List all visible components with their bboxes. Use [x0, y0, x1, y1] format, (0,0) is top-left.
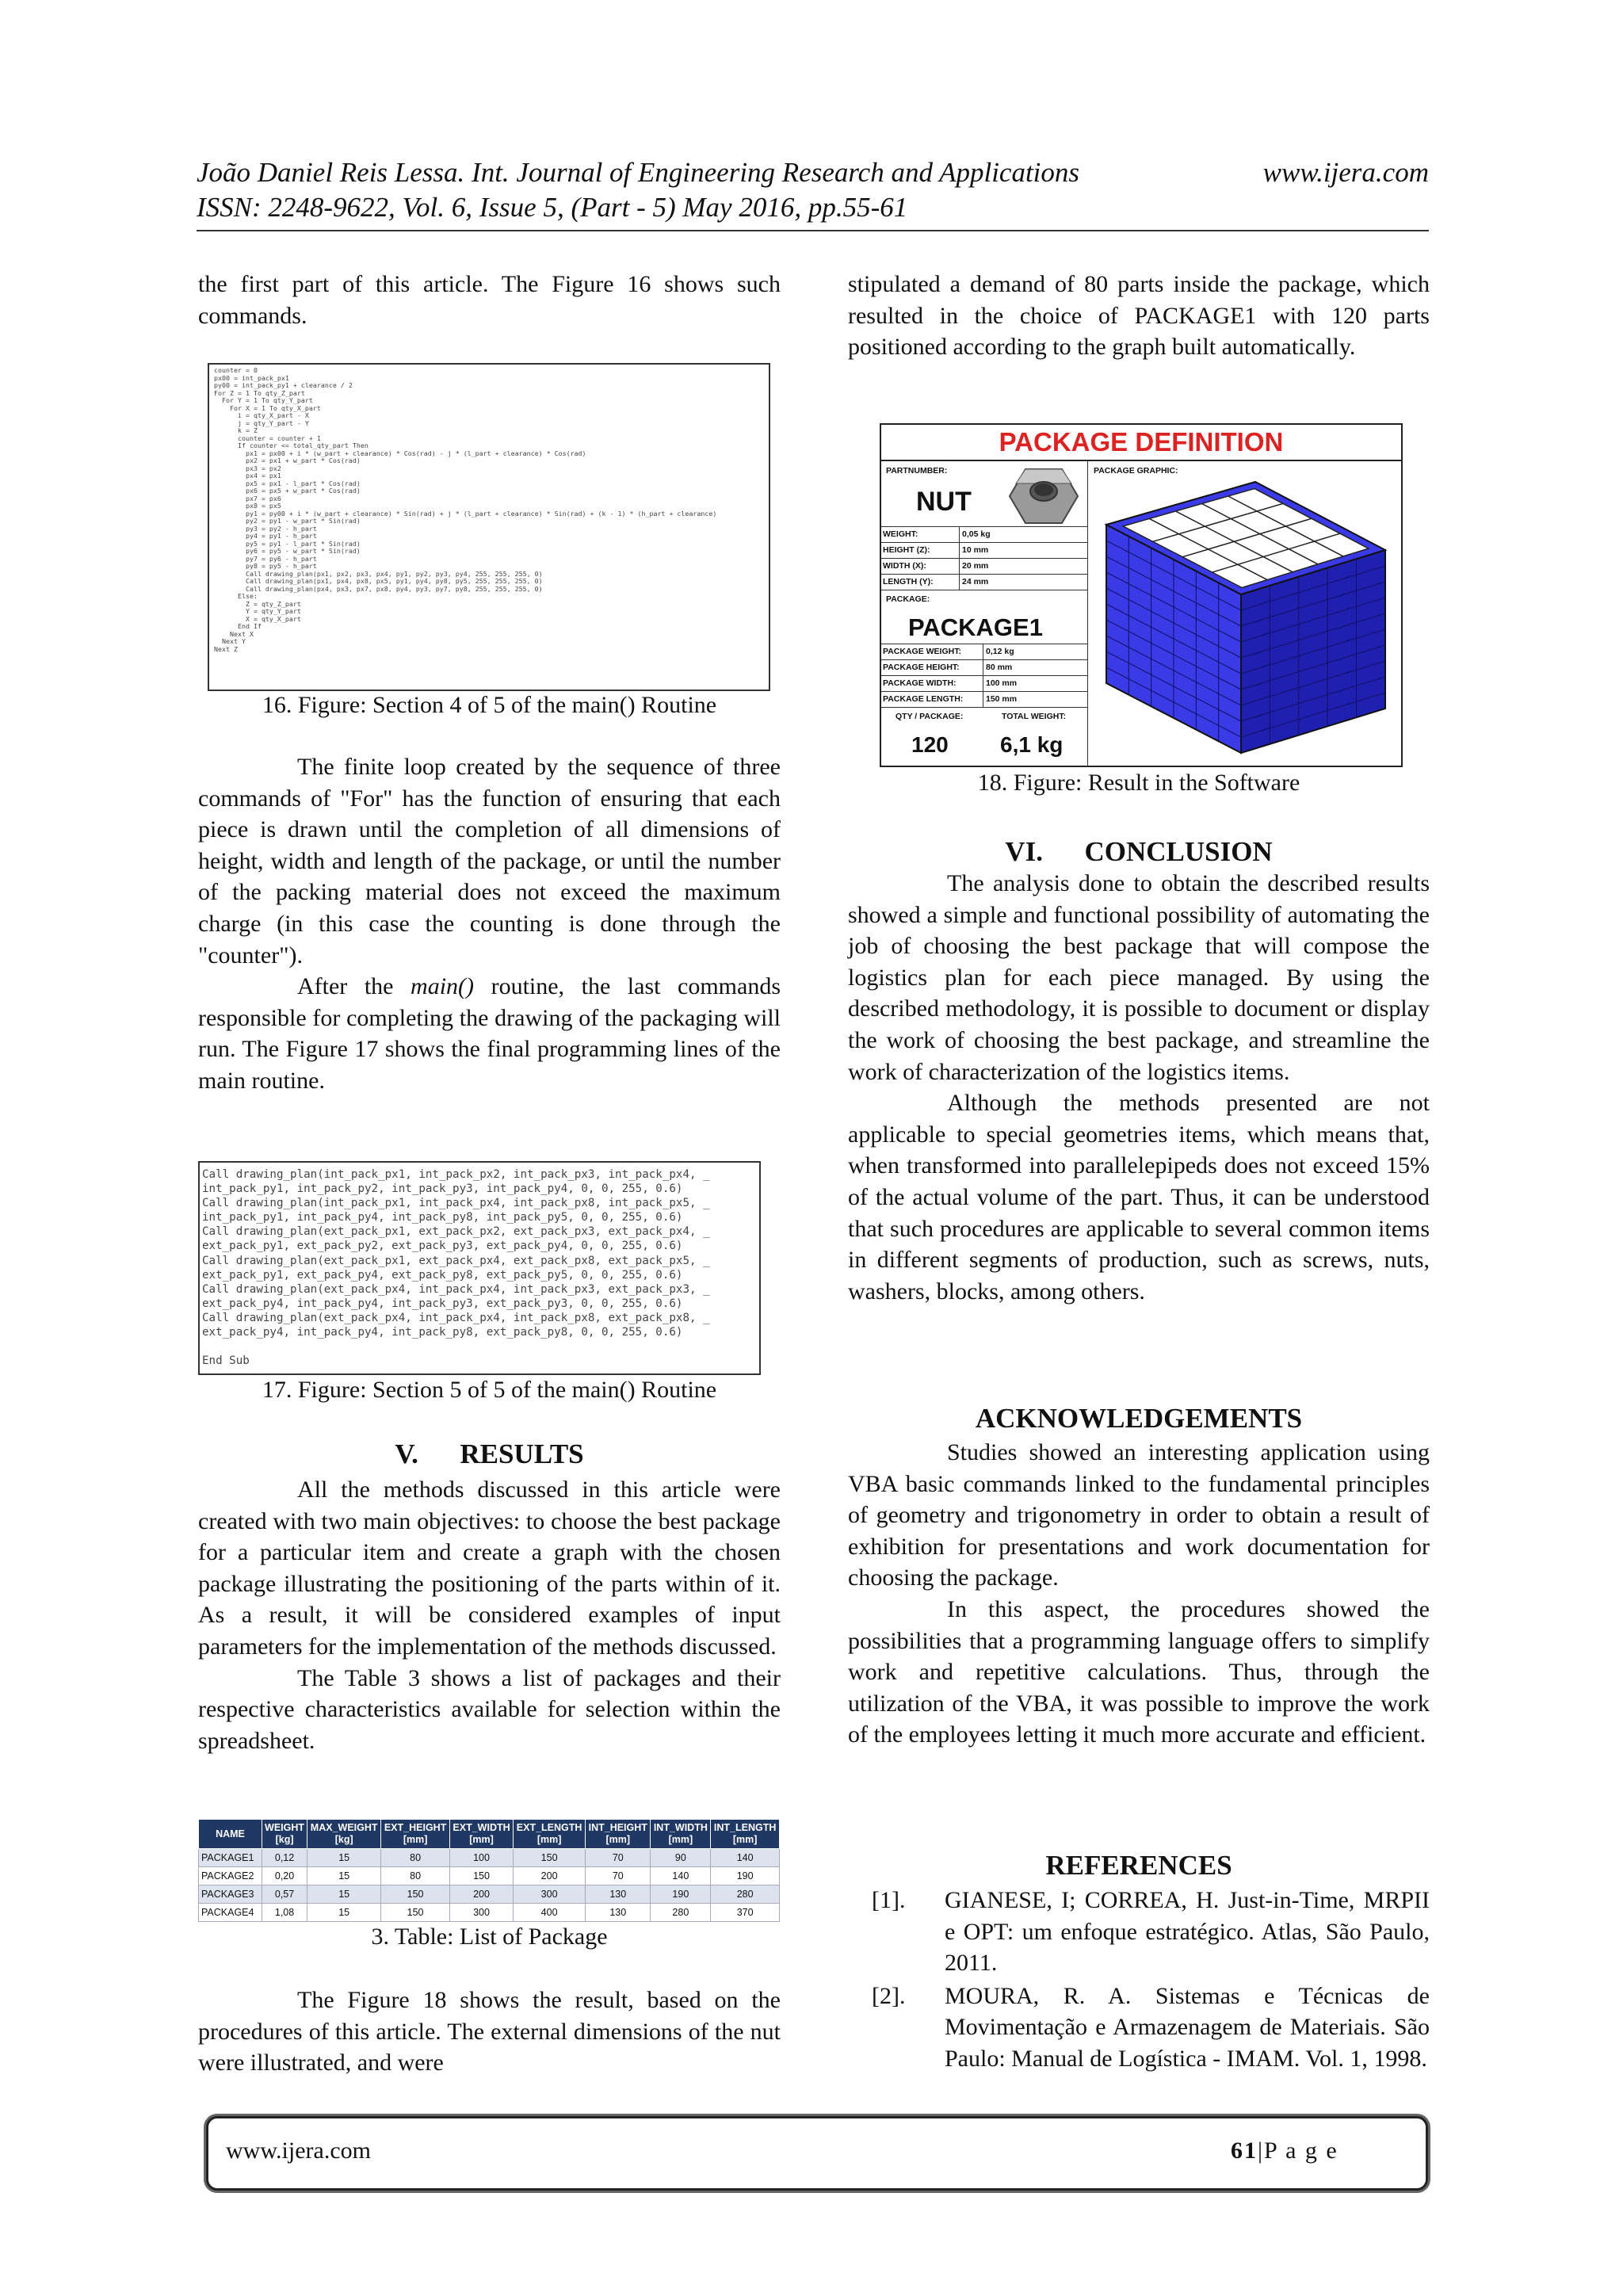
cell: 140 [711, 1849, 780, 1867]
figure-17-code [198, 1161, 761, 1375]
section-title-conclusion: VI. CONCLUSION [1005, 836, 1273, 867]
section-title-references: REFERENCES [1045, 1850, 1232, 1881]
cell: PACKAGE4 [199, 1904, 262, 1922]
cell: PACKAGE2 [199, 1867, 262, 1885]
cell: 200 [449, 1885, 513, 1904]
col-header: WEIGHT [kg] [262, 1820, 307, 1849]
paragraph: The Figure 18 shows the result, based on the procedures of this article. The external dimensions of the nut were illustrated, and were [198, 1987, 781, 2076]
cell: 80 [381, 1849, 450, 1867]
paragraph: The Table 3 shows a list of packages and their respective characteristics available for selection within the spreadsheet. [198, 1664, 781, 1754]
qty-label: QTY / PACKAGE: [896, 712, 964, 721]
width-value: 20 mm [962, 561, 989, 571]
header-issn: ISSN: 2248-9622, Vol. 6, Issue 5, (Part - 5) May 2016, pp.55-61 [197, 192, 908, 223]
cell: 300 [514, 1885, 586, 1904]
col-header: INT_WIDTH [mm] [651, 1820, 711, 1849]
total-weight-label: TOTAL WEIGHT: [1002, 712, 1067, 721]
conclusion-text [848, 868, 1430, 1307]
weight-label: WEIGHT: [883, 529, 918, 539]
paragraph: In this aspect, the procedures showed the possibilities that a programming language offers to simplify work and repetitive calculations. Thus, through the utilization of the VBA, it was possible to improve the work of the employees letting it much more accurate and efficient. [848, 1595, 1430, 1748]
cell: 100 [449, 1849, 513, 1867]
col-header: EXT_HEIGHT [mm] [381, 1820, 450, 1849]
cell: 0,57 [262, 1885, 307, 1904]
nut-icon [1008, 464, 1079, 528]
package-label: PACKAGE: [886, 594, 930, 604]
col-header: INT_HEIGHT [mm] [586, 1820, 651, 1849]
acknowledgements-text [848, 1437, 1430, 1751]
paragraph: After the main() routine, the last commands responsible for completing the drawing of the packaging will run. The Figure 17 shows the final programming lines of the main routine. [198, 973, 781, 1094]
reference-text: MOURA, R. A. Sistemas e Técnicas de Movimentação e Armazenagem de Materiais. São Paulo: Manual de Logística - IMAM. Vol. 1, 1998. [945, 1982, 1430, 2072]
code-listing: counter = 0 px00 = int_pack_px1 py00 = int_pack_py1 + clearance / 2 For Z = 1 To qty_Z_part For Y = 1 To qty_Y_part For X = 1 To qty_X_part i = qty_X_part - X j = qty_Y_part - Y k = Z counter = counter + 1 If counter <= total_qty_part Then px1 = px00 + i * (w_part + clearance) * Cos(rad) - j * (l_part + clearance) * Cos(rad) px2 = px1 + w_part * Cos(rad) px3 = px2 px4 = px1 px5 = px1 - l_part * Cos(rad) px6 = px5 + w_part * Cos(rad) px7 = px6 px8 = px5 py1 = py00 + i * (w_part + clearance) * Sin(rad) + j * (l_part + clearance) * Sin(rad) + (k - 1) * (h_part + clearance) py2 = py1 - w_part * Sin(rad) py3 = py2 - h_part py4 = py1 - h_part py5 = py1 - l_part * Sin(rad) py6 = py5 - w_part * Sin(rad) py7 = py6 - h_part py8 = py5 - h_part Call drawing_plan(px1, px2, px3, px4, py1, py2, py3, py4, 255, 255, 255, 0) Call drawing_plan(px1, px4, px8, px5, py1, py4, py8, py5, 255, 255, 255, 0) Call drawing_plan(px4, px3, px7, px8, py4, py3, py7, py8, 255, 255, 255, 0) Else: Z = qty_Z_part Y = qty_Y_part X = qty_X_part End If Next X Next Y Next Z [214, 366, 717, 653]
col-header: INT_LENGTH [mm] [711, 1820, 780, 1849]
cell: 15 [307, 1849, 381, 1867]
package-width-label: PACKAGE WIDTH: [883, 678, 957, 688]
cell: 130 [586, 1885, 651, 1904]
header-rule [197, 230, 1429, 231]
cell: 280 [651, 1904, 711, 1922]
page-number: 61 [1231, 2137, 1258, 2164]
cell: 400 [514, 1904, 586, 1922]
figure-18-package-definition [880, 423, 1403, 767]
package-length-label: PACKAGE LENGTH: [883, 694, 964, 704]
table-row [199, 1867, 780, 1885]
left-body-text [198, 751, 781, 1097]
package-weight-value: 0,12 kg [986, 647, 1014, 656]
cell: 150 [381, 1904, 450, 1922]
cell: 70 [586, 1849, 651, 1867]
package-graphic-label: PACKAGE GRAPHIC: [1094, 466, 1178, 476]
total-weight-value: 6,1 kg [1000, 732, 1064, 757]
cell: 0,20 [262, 1867, 307, 1885]
package-name: PACKAGE1 [908, 613, 1043, 641]
left-intro-text [198, 269, 781, 331]
width-label: WIDTH (X): [883, 561, 926, 571]
cell: 130 [586, 1904, 651, 1922]
cell: 190 [651, 1885, 711, 1904]
reference-list [848, 1885, 1430, 2076]
partnumber-label: PARTNUMBER: [886, 466, 948, 476]
package-definition-title: PACKAGE DEFINITION [881, 425, 1401, 461]
routine-name: main() [411, 973, 475, 1000]
package-width-value: 100 mm [986, 678, 1018, 688]
height-label: HEIGHT (Z): [883, 545, 930, 555]
code-listing: Call drawing_plan(int_pack_px1, int_pack_px2, int_pack_px3, int_pack_px4, _ int_pack_py1, int_pack_py2, int_pack_py3, int_pack_py4, 0, 0, 255, 0.6) Call drawing_plan(int_pack_px1, int_pack_px4, int_pack_px8, int_pack_px5, _ int_pack_py1, int_pack_py4, int_pack_py8, int_pack_py5, 0, 0, 255, 0.6) Call drawing_plan(ext_pack_px1, ext_pack_px2, ext_pack_px3, ext_pack_px4, _ ext_pack_py1, ext_pack_py2, ext_pack_py3, ext_pack_py4, 0, 0, 255, 0.6) Call drawing_plan(ext_pack_px1, ext_pack_px4, ext_pack_px8, ext_pack_px5, _ ext_pack_py1, ext_pack_py4, ext_pack_py8, ext_pack_py5, 0, 0, 255, 0.6) Call drawing_plan(ext_pack_px4, int_pack_px4, int_pack_px3, ext_pack_px3, _ ext_pack_py4, int_pack_py4, int_pack_py3, ext_pack_py3, 0, 0, 255, 0.6) Call drawing_plan(ext_pack_px4, int_pack_px4, int_pack_px8, ext_pack_px8, _ ext_pack_py4, int_pack_py4, int_pack_py8, ext_pack_py8, 0, 0, 255, 0.6) End Sub [202, 1168, 710, 1368]
table-row [199, 1904, 780, 1922]
table-3-packages [198, 1819, 780, 1922]
page-footer [206, 2116, 1428, 2191]
reference-item [848, 1885, 1430, 1979]
paragraph: Although the methods presented are not applicable to special geometries items, which means that, when transformed into parallelepipeds does not exceed 15% of the actual volume of the part. Thus, it can be understood that such procedures are applicable to several common items in different segments of production, such as screws, nuts, washers, blocks, among others. [848, 1090, 1430, 1305]
package-height-label: PACKAGE HEIGHT: [883, 663, 960, 672]
reference-item [848, 1981, 1430, 2075]
cell: 150 [381, 1885, 450, 1904]
section-title-results: V. RESULTS [395, 1438, 584, 1469]
cell: 15 [307, 1867, 381, 1885]
qty-value: 120 [911, 732, 949, 757]
cell: 280 [711, 1885, 780, 1904]
cell: 0,12 [262, 1849, 307, 1867]
section-title-acknowledgements: ACKNOWLEDGEMENTS [975, 1403, 1303, 1434]
cell: 90 [651, 1849, 711, 1867]
figure-16-code [208, 363, 770, 691]
paragraph: Studies showed an interesting application using VBA basic commands linked to the fundamental principles of geometry and trigonometry in order to obtain a result of exhibition for presentations and work documentation for choosing the package. [848, 1439, 1430, 1591]
table-3-caption: 3. Table: List of Package [371, 1924, 608, 1950]
figure-17-caption: 17. Figure: Section 5 of 5 of the main() Routine [262, 1377, 717, 1403]
part-name: NUT [916, 487, 972, 517]
package-weight-label: PACKAGE WEIGHT: [883, 647, 961, 656]
cell: PACKAGE3 [199, 1885, 262, 1904]
reference-text: GIANESE, I; CORREA, H. Just-in-Time, MRPII e OPT: um enfoque estratégico. Atlas, São Paulo, 2011. [945, 1887, 1430, 1977]
paragraph: stipulated a demand of 80 parts inside the package, which resulted in the choice of PACKAGE1 with 120 parts positioned according to the graph built automatically. [848, 271, 1430, 361]
results-text [198, 1474, 781, 1756]
col-header: EXT_LENGTH [mm] [514, 1820, 586, 1849]
paragraph: The analysis done to obtain the described results showed a simple and functional possibility of automating the job of choosing the best package that will compose the logistics plan for each piece managed. By using the described methodology, it is possible to document or display the work of choosing the best package, and streamline the work of characterization of the logistics items. [848, 870, 1430, 1085]
paragraph: All the methods discussed in this article were created with two main objectives: to choose the best package for a particular item and create a graph with the chosen package illustrating the positioning of the parts within of it. As a result, it will be considered examples of input parameters for the implementation of the methods discussed. [198, 1477, 781, 1660]
paragraph: The finite loop created by the sequence of three commands of "For" has the function of ensuring that each piece is drawn until the completion of all dimensions of height, width and length of the package, or until the number of the packing material does not exceed the maximum charge (in this case the counting is done through the "counter"). [198, 754, 781, 968]
fig18-intro-text [198, 1985, 781, 2079]
figure-18-caption: 18. Figure: Result in the Software [977, 770, 1300, 796]
right-intro-text [848, 269, 1430, 363]
cell: 370 [711, 1904, 780, 1922]
cell: 190 [711, 1867, 780, 1885]
cell: 70 [586, 1867, 651, 1885]
col-header: EXT_WIDTH [mm] [449, 1820, 513, 1849]
paragraph: the first part of this article. The Figure 16 shows such commands. [198, 271, 781, 329]
cell: 15 [307, 1904, 381, 1922]
package-height-value: 80 mm [986, 663, 1013, 672]
header-website: www.ijera.com [1262, 157, 1429, 188]
height-value: 10 mm [962, 545, 989, 555]
length-label: LENGTH (Y): [883, 577, 934, 586]
header-citation: João Daniel Reis Lessa. Int. Journal of Engineering Research and Applications [197, 157, 1080, 188]
package-length-value: 150 mm [986, 694, 1018, 704]
cell: 300 [449, 1904, 513, 1922]
reference-number: [1]. [872, 1887, 906, 1913]
table-header-row [199, 1820, 780, 1849]
cell: 140 [651, 1867, 711, 1885]
page-label: |P a g e [1258, 2137, 1338, 2164]
col-header: MAX_WEIGHT [kg] [307, 1820, 381, 1849]
table-row [199, 1849, 780, 1867]
footer-page-number [1231, 2137, 1338, 2164]
cell: 15 [307, 1885, 381, 1904]
length-value: 24 mm [962, 577, 989, 586]
cell: 150 [514, 1849, 586, 1867]
footer-website: www.ijera.com [226, 2137, 371, 2164]
package-graphic [1089, 461, 1400, 764]
table-row [199, 1885, 780, 1904]
cell: 80 [381, 1867, 450, 1885]
cell: 150 [449, 1867, 513, 1885]
figure-16-caption: 16. Figure: Section 4 of 5 of the main() Routine [262, 692, 717, 718]
weight-value: 0,05 kg [962, 529, 991, 539]
cell: 200 [514, 1867, 586, 1885]
reference-number: [2]. [872, 1982, 906, 2009]
col-header-name: NAME [199, 1820, 262, 1849]
cell: 1,08 [262, 1904, 307, 1922]
cell: PACKAGE1 [199, 1849, 262, 1867]
